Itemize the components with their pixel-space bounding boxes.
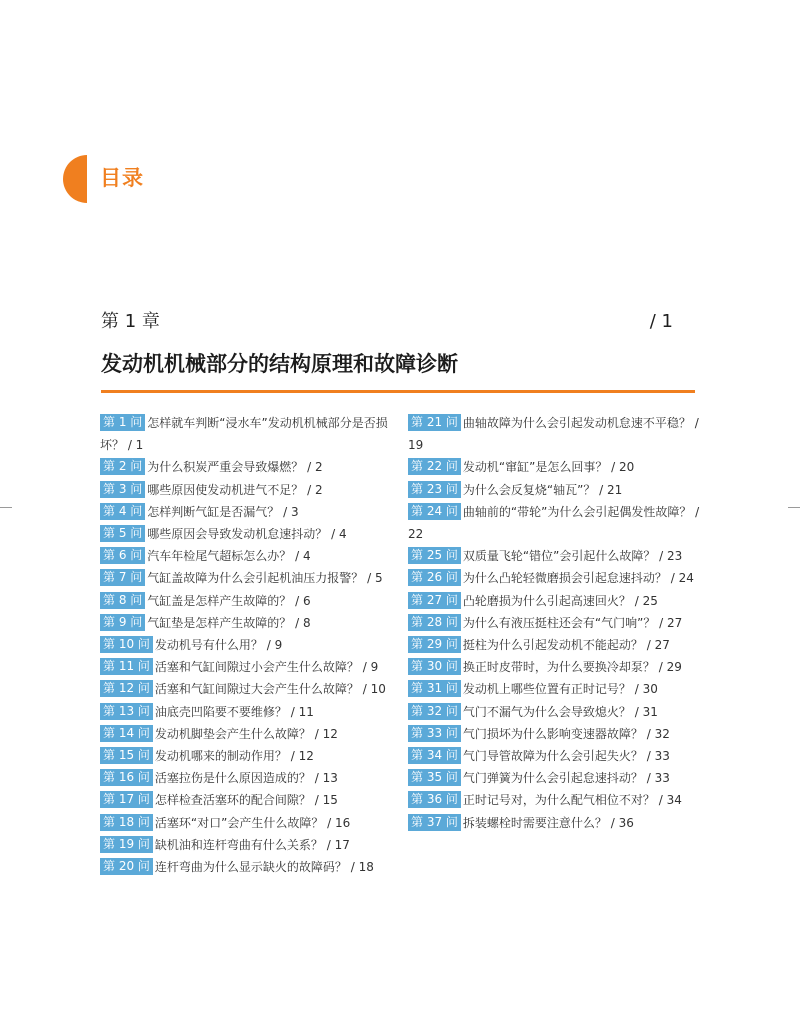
question-text: 为什么积炭严重会导致爆燃？ / 2: [147, 460, 323, 475]
toc-entry[interactable]: [408, 812, 700, 834]
toc-entry[interactable]: [100, 656, 392, 678]
question-text: 汽车年检尾气超标怎么办？ / 4: [147, 549, 311, 564]
question-number-badge: 第 29 问: [408, 636, 461, 653]
question-text: 气缸盖是怎样产生故障的？ / 6: [147, 593, 311, 608]
question-number-badge: 第 6 问: [100, 547, 145, 564]
toc-entry[interactable]: [100, 834, 392, 856]
toc-title: 目录: [100, 166, 144, 190]
question-text: 拆装螺栓时需要注意什么？ / 36: [462, 815, 634, 830]
toc-entry[interactable]: [100, 412, 392, 456]
toc-entry[interactable]: [408, 745, 700, 767]
question-number-badge: 第 11 问: [100, 658, 153, 675]
question-number-badge: 第 37 问: [408, 814, 461, 831]
toc-entry[interactable]: [100, 789, 392, 811]
question-number-badge: 第 12 问: [100, 680, 153, 697]
question-number-badge: 第 34 问: [408, 747, 461, 764]
question-text: 活塞和气缸间隙过小会产生什么故障？ / 9: [154, 660, 379, 675]
question-text: 正时记号对，为什么配气相位不对？ / 34: [462, 793, 682, 808]
toc-entry[interactable]: [408, 723, 700, 745]
question-number-badge: 第 10 问: [100, 636, 153, 653]
toc-entry[interactable]: [100, 701, 392, 723]
question-number-badge: 第 20 问: [100, 858, 153, 875]
toc-entry[interactable]: [100, 501, 392, 523]
question-number-badge: 第 23 问: [408, 481, 461, 498]
toc-entry[interactable]: [100, 678, 392, 700]
question-number-badge: 第 28 问: [408, 614, 461, 631]
question-text: 为什么有液压挺柱还会有“气门响”？ / 27: [462, 615, 683, 630]
question-text: 气门不漏气为什么会导致熄火？ / 31: [462, 704, 658, 719]
question-number-badge: 第 18 问: [100, 814, 153, 831]
toc-entry[interactable]: [408, 701, 700, 723]
toc-entry[interactable]: [408, 545, 700, 567]
toc-entry[interactable]: [100, 723, 392, 745]
toc-entry[interactable]: [408, 590, 700, 612]
question-number-badge: 第 5 问: [100, 525, 145, 542]
question-text: 怎样就车判断“浸水车”发动机机械部分是否损坏？ / 1: [100, 416, 388, 453]
question-text: 为什么会反复烧“轴瓦”？ / 21: [462, 482, 623, 497]
question-text: 气门弹簧为什么会引起怠速抖动？ / 33: [462, 771, 670, 786]
question-number-badge: 第 13 问: [100, 703, 153, 720]
question-text: 双质量飞轮“错位”会引起什么故障？ / 23: [462, 549, 683, 564]
toc-header: [63, 155, 183, 203]
toc-entry[interactable]: [408, 567, 700, 589]
question-number-badge: 第 15 问: [100, 747, 153, 764]
question-number-badge: 第 32 问: [408, 703, 461, 720]
question-text: 换正时皮带时，为什么要换冷却泵？ / 29: [462, 660, 682, 675]
question-text: 为什么凸轮轻微磨损会引起怠速抖动？ / 24: [462, 571, 694, 586]
question-text: 气缸盖故障为什么会引起机油压力报警？ / 5: [147, 571, 383, 586]
question-text: 哪些原因使发动机进气不足？ / 2: [147, 482, 323, 497]
question-number-badge: 第 8 问: [100, 592, 145, 609]
question-text: 发动机上哪些位置有正时记号？ / 30: [462, 682, 658, 697]
toc-tab-marker: [63, 155, 87, 203]
toc-entry[interactable]: [408, 501, 700, 545]
toc-entry[interactable]: [100, 590, 392, 612]
question-text: 哪些原因会导致发动机怠速抖动？ / 4: [147, 527, 347, 542]
toc-column-right: [408, 412, 700, 834]
question-text: 发动机“窜缸”是怎么回事？ / 20: [462, 460, 635, 475]
question-number-badge: 第 31 问: [408, 680, 461, 697]
chapter-title: 发动机机械部分的结构原理和故障诊断: [101, 352, 458, 376]
question-text: 发动机哪来的制动作用？ / 12: [154, 749, 314, 764]
question-number-badge: 第 30 问: [408, 658, 461, 675]
question-number-badge: 第 4 问: [100, 503, 145, 520]
toc-entry[interactable]: [408, 412, 700, 456]
chapter-page-number: / 1: [649, 311, 673, 332]
question-text: 曲轴前的“带轮”为什么会引起偶发性故障？ / 22: [408, 504, 700, 542]
toc-entry[interactable]: [100, 767, 392, 789]
toc-entry[interactable]: [408, 656, 700, 678]
question-text: 气门导管故障为什么会引起失火？ / 33: [462, 749, 670, 764]
chapter-divider: [101, 390, 695, 393]
question-number-badge: 第 24 问: [408, 503, 461, 520]
question-text: 挺柱为什么引起发动机不能起动？ / 27: [462, 638, 670, 653]
toc-column-left: [100, 412, 392, 878]
question-text: 怎样检查活塞环的配合间隙？ / 15: [154, 793, 338, 808]
toc-entry[interactable]: [408, 612, 700, 634]
toc-entry[interactable]: [408, 678, 700, 700]
question-text: 缺机油和连杆弯曲有什么关系？ / 17: [154, 837, 350, 852]
question-number-badge: 第 36 问: [408, 791, 461, 808]
toc-entry[interactable]: [100, 812, 392, 834]
question-text: 气缸垫是怎样产生故障的？ / 8: [147, 615, 311, 630]
toc-entry[interactable]: [408, 479, 700, 501]
toc-entry[interactable]: [100, 479, 392, 501]
question-number-badge: 第 14 问: [100, 725, 153, 742]
question-text: 气门损坏为什么影响变速器故障？ / 32: [462, 726, 670, 741]
toc-entry[interactable]: [100, 545, 392, 567]
question-text: 怎样判断气缸是否漏气？ / 3: [147, 504, 299, 519]
toc-entry[interactable]: [100, 745, 392, 767]
question-number-badge: 第 7 问: [100, 569, 145, 586]
toc-entry[interactable]: [100, 612, 392, 634]
question-number-badge: 第 22 问: [408, 458, 461, 475]
question-text: 发动机号有什么用？ / 9: [154, 638, 283, 653]
question-number-badge: 第 27 问: [408, 592, 461, 609]
question-number-badge: 第 35 问: [408, 769, 461, 786]
toc-entry[interactable]: [408, 456, 700, 478]
question-number-badge: 第 9 问: [100, 614, 145, 631]
toc-entry[interactable]: [408, 789, 700, 811]
question-number-badge: 第 19 问: [100, 836, 153, 853]
chapter-label: 第 1 章: [101, 311, 160, 332]
question-number-badge: 第 26 问: [408, 569, 461, 586]
crop-mark-left: [0, 507, 12, 508]
crop-mark-right: [788, 507, 800, 508]
question-text: 活塞环“对口”会产生什么故障？ / 16: [154, 815, 351, 830]
question-text: 活塞和气缸间隙过大会产生什么故障？ / 10: [154, 682, 386, 697]
question-number-badge: 第 21 问: [408, 414, 461, 431]
question-number-badge: 第 3 问: [100, 481, 145, 498]
question-number-badge: 第 16 问: [100, 769, 153, 786]
question-number-badge: 第 25 问: [408, 547, 461, 564]
question-text: 连杆弯曲为什么显示缺火的故障码？ / 18: [154, 860, 374, 875]
toc-entry[interactable]: [100, 634, 392, 656]
question-text: 曲轴故障为什么会引起发动机怠速不平稳？ / 19: [408, 416, 699, 453]
question-text: 发动机脚垫会产生什么故障？ / 12: [154, 726, 338, 741]
toc-entry[interactable]: [100, 856, 392, 878]
toc-entry[interactable]: [100, 523, 392, 545]
toc-entry[interactable]: [408, 634, 700, 656]
question-number-badge: 第 2 问: [100, 458, 145, 475]
toc-entry[interactable]: [408, 767, 700, 789]
question-number-badge: 第 1 问: [100, 414, 145, 431]
question-text: 凸轮磨损为什么引起高速回火？ / 25: [462, 593, 658, 608]
question-number-badge: 第 33 问: [408, 725, 461, 742]
question-number-badge: 第 17 问: [100, 791, 153, 808]
toc-entry[interactable]: [100, 456, 392, 478]
question-text: 油底壳凹陷要不要维修？ / 11: [154, 704, 314, 719]
toc-entry[interactable]: [100, 567, 392, 589]
question-text: 活塞拉伤是什么原因造成的？ / 13: [154, 771, 338, 786]
